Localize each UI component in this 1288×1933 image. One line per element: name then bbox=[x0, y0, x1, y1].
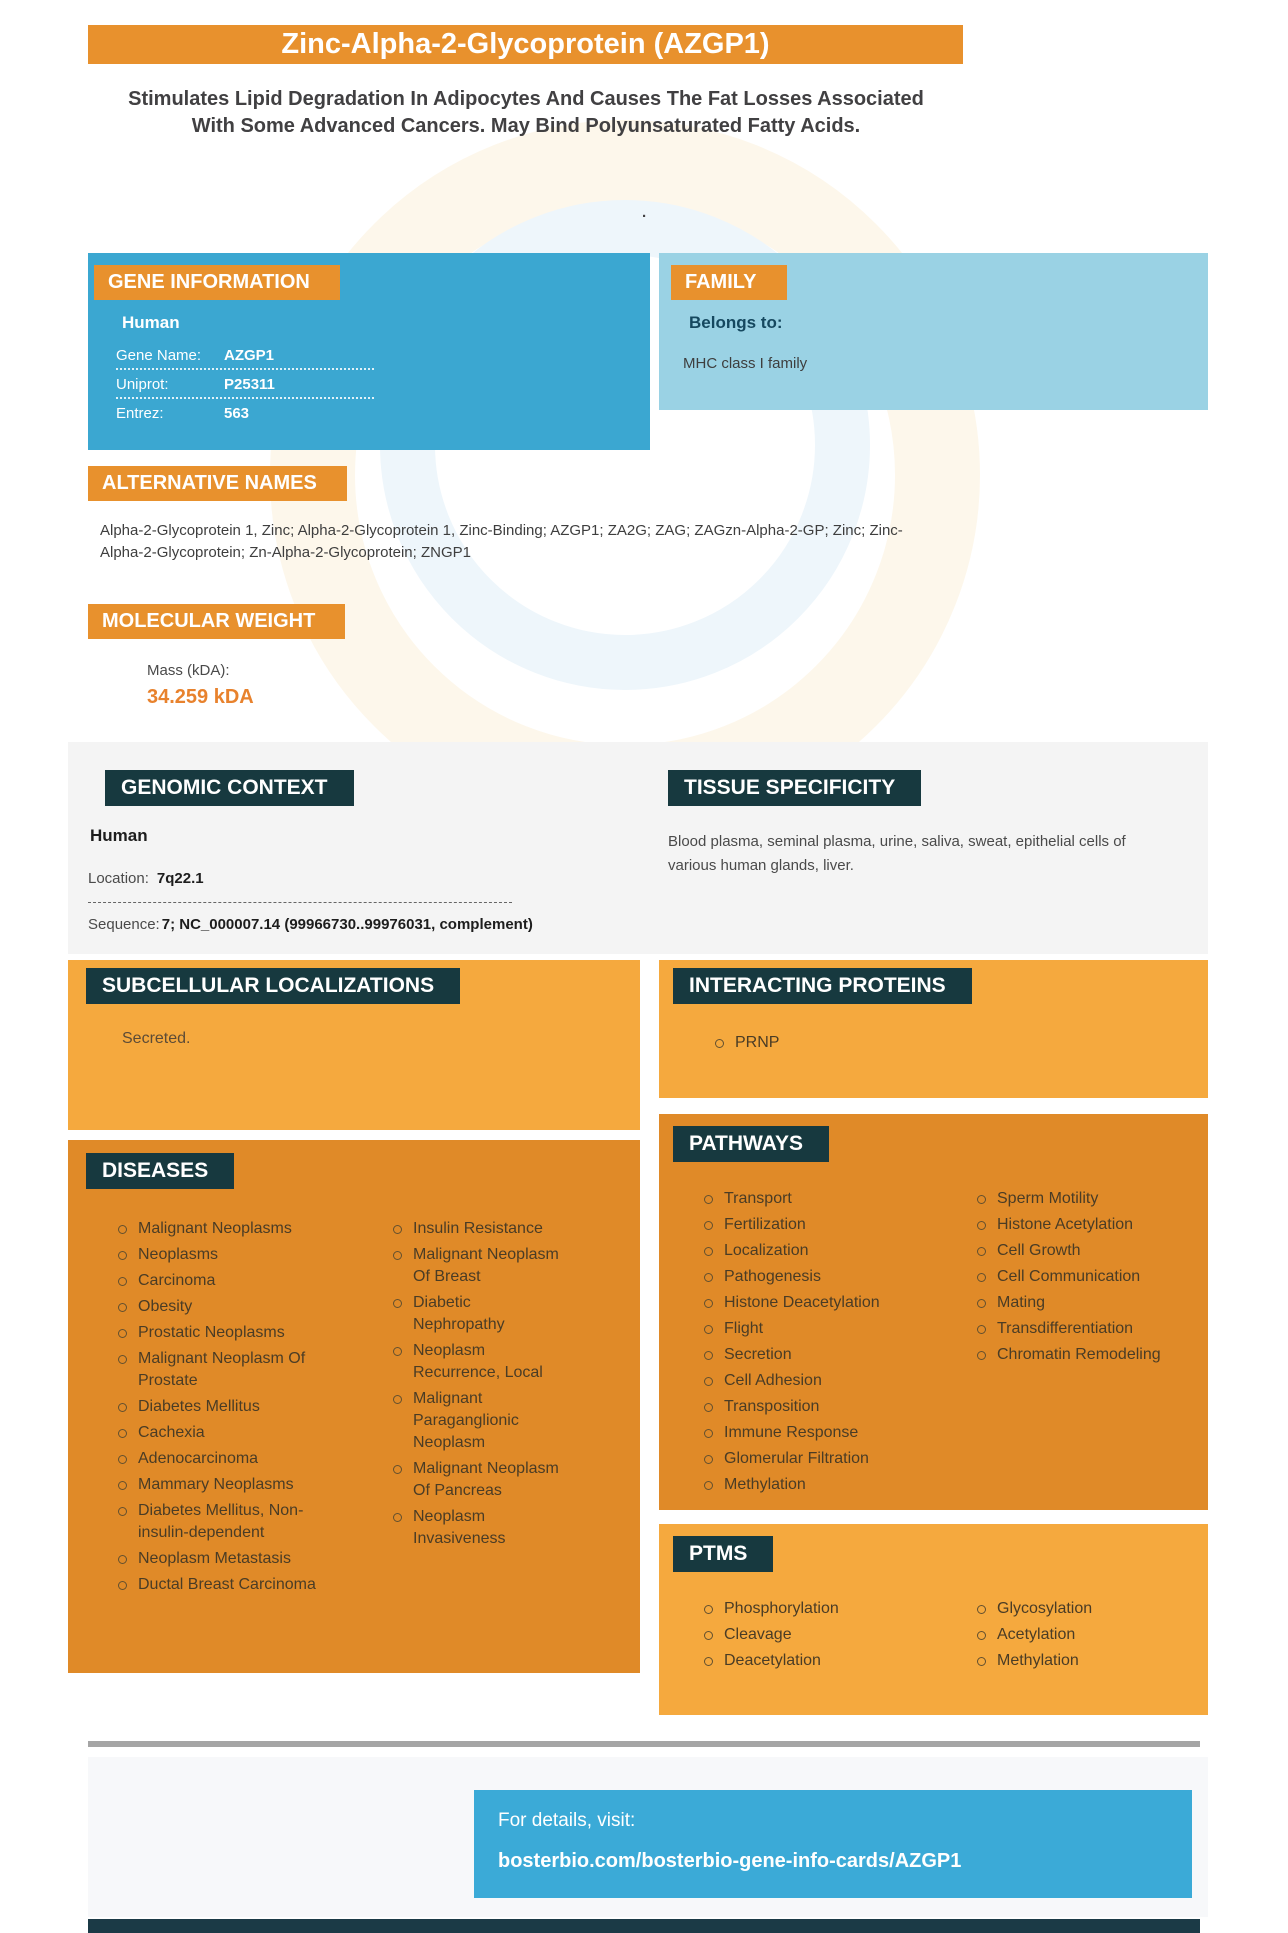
bullet-icon bbox=[393, 1513, 402, 1522]
bullet-icon bbox=[118, 1429, 127, 1438]
bullet-icon bbox=[977, 1221, 986, 1230]
list-item bbox=[977, 1188, 1202, 1210]
list-item-label: Fertilization bbox=[724, 1216, 806, 1233]
list-item bbox=[704, 1422, 939, 1444]
list-item bbox=[118, 1396, 330, 1418]
list-item-label: Transport bbox=[724, 1190, 792, 1207]
bullet-icon bbox=[118, 1303, 127, 1312]
tissue-specificity-text: Blood plasma, seminal plasma, urine, saliva, sweat, epithelial cells of various human glands, liver. bbox=[668, 833, 1126, 874]
list-item bbox=[715, 1032, 955, 1054]
family-value: MHC class I family bbox=[683, 355, 808, 372]
list-item bbox=[704, 1266, 939, 1288]
list-item-label: Diabetes Mellitus, Non-insulin-dependent bbox=[138, 1502, 304, 1541]
sequence-label: Sequence: bbox=[88, 916, 160, 933]
footer-callout bbox=[474, 1790, 1192, 1898]
bullet-icon bbox=[118, 1581, 127, 1590]
list-item-label: Neoplasms bbox=[138, 1246, 219, 1263]
gene-info-table bbox=[116, 341, 374, 426]
bullet-icon bbox=[977, 1273, 986, 1282]
bullet-icon bbox=[977, 1195, 986, 1204]
list-item-label: Acetylation bbox=[997, 1626, 1076, 1643]
list-item bbox=[977, 1318, 1202, 1340]
list-item bbox=[977, 1598, 1202, 1620]
list-item-label: Cell Communication bbox=[997, 1268, 1141, 1285]
alternative-names-heading: ALTERNATIVE NAMES bbox=[88, 466, 347, 501]
list-item-label: Flight bbox=[724, 1320, 764, 1337]
entrez-label: Entrez: bbox=[116, 405, 164, 422]
list-item-label: Cell Growth bbox=[997, 1242, 1081, 1259]
sequence-value: 7; NC_000007.14 (99966730..99976031, complement) bbox=[161, 916, 533, 933]
list-item bbox=[393, 1340, 565, 1384]
list-item bbox=[393, 1244, 565, 1288]
list-item bbox=[118, 1218, 330, 1240]
ptms-list-col2 bbox=[977, 1598, 1202, 1676]
list-item-label: Glycosylation bbox=[997, 1600, 1093, 1617]
list-item-label: Carcinoma bbox=[138, 1272, 216, 1289]
list-item bbox=[704, 1292, 939, 1314]
list-item-label: Mammary Neoplasms bbox=[138, 1476, 294, 1493]
footer-visit-label: For details, visit: bbox=[498, 1810, 636, 1831]
ptms-heading: PTMS bbox=[673, 1536, 773, 1572]
gene-name-label: Gene Name: bbox=[116, 347, 202, 364]
bullet-icon bbox=[704, 1657, 713, 1666]
gene-species: Human bbox=[122, 313, 180, 332]
list-item-label: Neoplasm Recurrence, Local bbox=[413, 1342, 543, 1381]
list-item bbox=[118, 1422, 330, 1444]
footer-panel bbox=[88, 1757, 1208, 1917]
bullet-icon bbox=[118, 1403, 127, 1412]
list-item bbox=[393, 1292, 565, 1336]
list-item-label: Immune Response bbox=[724, 1424, 859, 1441]
stray-dot: . bbox=[642, 204, 647, 221]
divider bbox=[88, 902, 512, 903]
mass-label: Mass (kDA): bbox=[147, 662, 230, 679]
bullet-icon bbox=[118, 1555, 127, 1564]
list-item-label: Malignant Neoplasm Of Prostate bbox=[138, 1350, 306, 1389]
bullet-icon bbox=[977, 1631, 986, 1640]
gene-information-box bbox=[88, 253, 650, 450]
bullet-icon bbox=[118, 1329, 127, 1338]
bullet-icon bbox=[118, 1277, 127, 1286]
location-value: 7q22.1 bbox=[156, 870, 204, 887]
bullet-icon bbox=[393, 1395, 402, 1404]
list-item bbox=[704, 1650, 939, 1672]
list-item bbox=[118, 1270, 330, 1292]
list-item-label: Obesity bbox=[138, 1298, 193, 1315]
bullet-icon bbox=[704, 1605, 713, 1614]
list-item bbox=[704, 1448, 939, 1470]
list-item bbox=[118, 1244, 330, 1266]
list-item-label: Secretion bbox=[724, 1346, 792, 1363]
list-item bbox=[704, 1318, 939, 1340]
ptms-list-col1 bbox=[704, 1598, 939, 1676]
footer-divider bbox=[88, 1741, 1200, 1747]
list-item bbox=[118, 1574, 330, 1596]
list-item-label: Localization bbox=[724, 1242, 809, 1259]
list-item bbox=[977, 1292, 1202, 1314]
bullet-icon bbox=[704, 1455, 713, 1464]
list-item-label: Diabetes Mellitus bbox=[138, 1398, 260, 1415]
bottom-bar bbox=[88, 1919, 1200, 1933]
list-item bbox=[118, 1296, 330, 1318]
bullet-icon bbox=[118, 1225, 127, 1234]
list-item bbox=[704, 1188, 939, 1210]
list-item bbox=[704, 1214, 939, 1236]
bullet-icon bbox=[704, 1403, 713, 1412]
list-item bbox=[704, 1370, 939, 1392]
list-item bbox=[118, 1448, 330, 1470]
bullet-icon bbox=[704, 1351, 713, 1360]
list-item bbox=[118, 1474, 330, 1496]
bullet-icon bbox=[977, 1657, 986, 1666]
subcellular-localizations-text: Secreted. bbox=[122, 1030, 191, 1047]
bullet-icon bbox=[704, 1631, 713, 1640]
list-item-label: Neoplasm Metastasis bbox=[138, 1550, 291, 1567]
pathways-box bbox=[659, 1114, 1208, 1510]
list-item-label: Sperm Motility bbox=[997, 1190, 1099, 1207]
list-item bbox=[977, 1214, 1202, 1236]
list-item-label: Phosphorylation bbox=[724, 1600, 839, 1617]
list-item-label: Malignant Neoplasms bbox=[138, 1220, 292, 1237]
list-item bbox=[977, 1266, 1202, 1288]
list-item bbox=[704, 1396, 939, 1418]
tissue-specificity-heading: TISSUE SPECIFICITY bbox=[668, 770, 921, 806]
bullet-icon bbox=[704, 1221, 713, 1230]
list-item-label: Ductal Breast Carcinoma bbox=[138, 1576, 316, 1593]
interacting-proteins-box bbox=[659, 960, 1208, 1098]
list-item-label: Mating bbox=[997, 1294, 1046, 1311]
list-item-label: Histone Acetylation bbox=[997, 1216, 1134, 1233]
genomic-tissue-panel bbox=[68, 742, 1208, 954]
list-item-label: Malignant Neoplasm Of Pancreas bbox=[413, 1460, 559, 1499]
gene-name-value: AZGP1 bbox=[224, 347, 275, 364]
uniprot-value: P25311 bbox=[224, 376, 275, 393]
bullet-icon bbox=[977, 1247, 986, 1256]
bullet-icon bbox=[977, 1325, 986, 1334]
location-row bbox=[88, 870, 204, 887]
list-item-label: Neoplasm Invasiveness bbox=[413, 1508, 506, 1547]
bullet-icon bbox=[704, 1247, 713, 1256]
list-item-label: Malignant Paraganglionic Neoplasm bbox=[413, 1390, 519, 1451]
ptms-box bbox=[659, 1524, 1208, 1715]
pathways-list-col2 bbox=[977, 1188, 1202, 1370]
list-item-label: Transposition bbox=[724, 1398, 820, 1415]
bullet-icon bbox=[393, 1225, 402, 1234]
bullet-icon bbox=[393, 1347, 402, 1356]
title-bar bbox=[88, 25, 963, 64]
pathways-list-col1 bbox=[704, 1188, 939, 1500]
bullet-icon bbox=[704, 1273, 713, 1282]
bullet-icon bbox=[704, 1299, 713, 1308]
bullet-icon bbox=[977, 1351, 986, 1360]
subtitle: Stimulates Lipid Degradation In Adipocytes And Causes The Fat Losses Associated With Some Advanced Cancers. May Bind Polyunsaturated Fatty Acids. bbox=[128, 88, 924, 137]
molecular-weight-heading: MOLECULAR WEIGHT bbox=[88, 604, 345, 639]
list-item bbox=[977, 1344, 1202, 1366]
diseases-box bbox=[68, 1140, 640, 1673]
alternative-names-text: Alpha-2-Glycoprotein 1, Zinc; Alpha-2-Glycoprotein 1, Zinc-Binding; AZGP1; ZA2G; ZAG; ZAGzn-Alpha-2-GP; Zinc; Zinc-Alpha-2-Glycoprotein; Zn-Alpha-2-Glycoprotein; ZNGP1 bbox=[100, 522, 903, 561]
footer-url-link[interactable]: bosterbio.com/bosterbio-gene-info-cards/AZGP1 bbox=[498, 1850, 962, 1872]
list-item-label: Adenocarcinoma bbox=[138, 1450, 259, 1467]
list-item bbox=[977, 1650, 1202, 1672]
diseases-heading: DISEASES bbox=[86, 1153, 234, 1189]
table-row bbox=[116, 399, 374, 426]
list-item-label: Transdifferentiation bbox=[997, 1320, 1134, 1337]
bullet-icon bbox=[704, 1195, 713, 1204]
location-label: Location: bbox=[88, 870, 149, 887]
diseases-list-col2 bbox=[393, 1218, 565, 1554]
family-box bbox=[659, 253, 1208, 410]
bullet-icon bbox=[977, 1605, 986, 1614]
list-item-label: Chromatin Remodeling bbox=[997, 1346, 1161, 1363]
mass-value: 34.259 kDA bbox=[147, 686, 254, 708]
bullet-icon bbox=[393, 1251, 402, 1260]
bullet-icon bbox=[393, 1465, 402, 1474]
bullet-icon bbox=[704, 1377, 713, 1386]
list-item-label: Diabetic Nephropathy bbox=[413, 1294, 505, 1333]
bullet-icon bbox=[118, 1355, 127, 1364]
gene-information-heading: GENE INFORMATION bbox=[94, 265, 340, 300]
bullet-icon bbox=[977, 1299, 986, 1308]
list-item bbox=[977, 1624, 1202, 1646]
list-item-label: Cleavage bbox=[724, 1626, 792, 1643]
list-item bbox=[704, 1624, 939, 1646]
list-item-label: Methylation bbox=[997, 1652, 1079, 1669]
list-item-label: Pathogenesis bbox=[724, 1268, 821, 1285]
list-item bbox=[393, 1218, 565, 1240]
list-item-label: Deacetylation bbox=[724, 1652, 821, 1669]
list-item bbox=[704, 1474, 939, 1496]
list-item-label: Methylation bbox=[724, 1476, 806, 1493]
bullet-icon bbox=[118, 1455, 127, 1464]
belongs-to-label: Belongs to: bbox=[689, 313, 783, 332]
bullet-icon bbox=[704, 1429, 713, 1438]
list-item bbox=[393, 1388, 565, 1454]
list-item bbox=[977, 1240, 1202, 1262]
list-item bbox=[118, 1322, 330, 1344]
uniprot-label: Uniprot: bbox=[116, 376, 169, 393]
genomic-species: Human bbox=[90, 826, 148, 845]
interacting-proteins-heading: INTERACTING PROTEINS bbox=[673, 968, 972, 1004]
list-item-label: Prostatic Neoplasms bbox=[138, 1324, 285, 1341]
subcellular-localizations-box bbox=[68, 960, 640, 1130]
subcellular-localizations-heading: SUBCELLULAR LOCALIZATIONS bbox=[86, 968, 460, 1004]
list-item bbox=[704, 1240, 939, 1262]
bullet-icon bbox=[118, 1507, 127, 1516]
list-item bbox=[704, 1598, 939, 1620]
bullet-icon bbox=[393, 1299, 402, 1308]
list-item bbox=[118, 1348, 330, 1392]
list-item-label: Glomerular Filtration bbox=[724, 1450, 869, 1467]
bullet-icon bbox=[118, 1481, 127, 1490]
bullet-icon bbox=[704, 1325, 713, 1334]
interacting-proteins-list bbox=[715, 1032, 955, 1058]
diseases-list-col1 bbox=[118, 1218, 330, 1600]
table-row bbox=[116, 341, 374, 370]
entrez-value: 563 bbox=[224, 405, 250, 422]
list-item-label: Histone Deacetylation bbox=[724, 1294, 880, 1311]
sequence-row bbox=[88, 916, 533, 933]
list-item-label: PRNP bbox=[735, 1034, 780, 1051]
list-item bbox=[118, 1548, 330, 1570]
bullet-icon bbox=[704, 1481, 713, 1490]
bullet-icon bbox=[715, 1039, 724, 1048]
pathways-heading: PATHWAYS bbox=[673, 1126, 829, 1162]
list-item bbox=[393, 1506, 565, 1550]
list-item bbox=[118, 1500, 330, 1544]
list-item-label: Cell Adhesion bbox=[724, 1372, 822, 1389]
bullet-icon bbox=[118, 1251, 127, 1260]
page-title: Zinc-Alpha-2-Glycoprotein (AZGP1) bbox=[281, 28, 770, 60]
family-heading: FAMILY bbox=[671, 265, 787, 300]
list-item-label: Insulin Resistance bbox=[413, 1220, 543, 1237]
list-item bbox=[393, 1458, 565, 1502]
table-row bbox=[116, 370, 374, 399]
genomic-context-heading: GENOMIC CONTEXT bbox=[105, 770, 354, 806]
list-item-label: Cachexia bbox=[138, 1424, 205, 1441]
list-item bbox=[704, 1344, 939, 1366]
list-item-label: Malignant Neoplasm Of Breast bbox=[413, 1246, 559, 1285]
